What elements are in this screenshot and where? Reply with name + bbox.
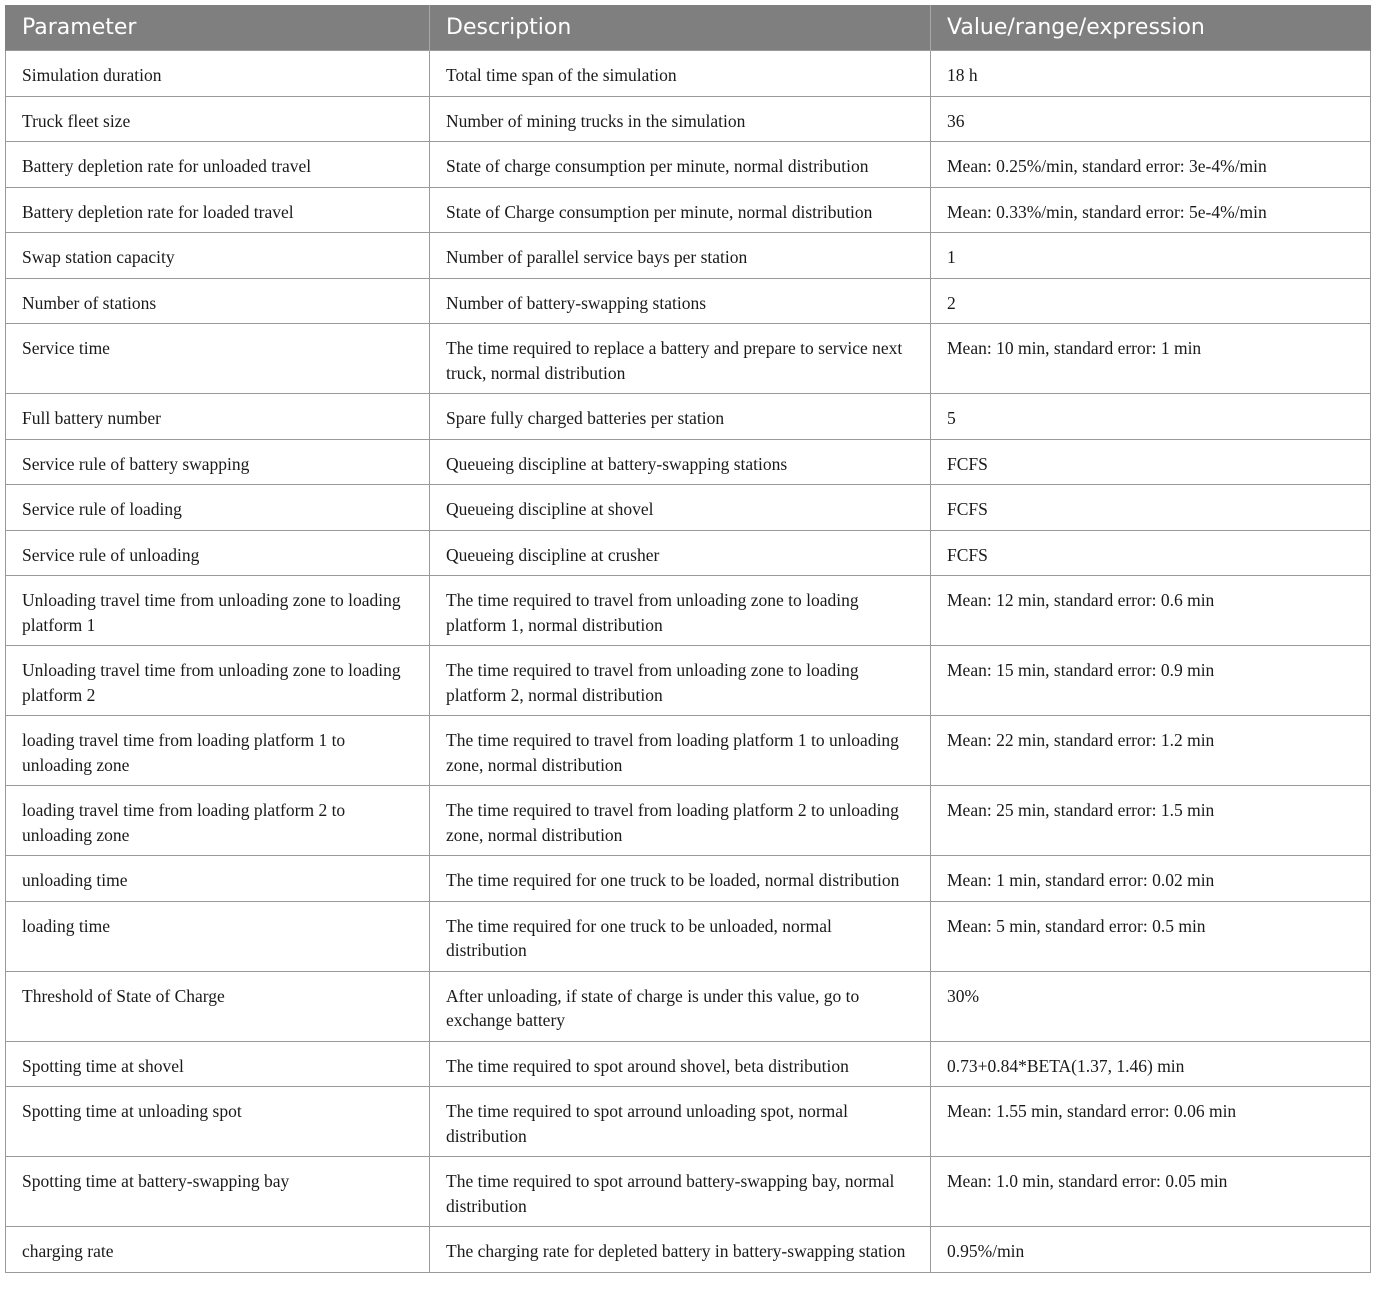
table-row [6, 1227, 1371, 1273]
parameter-table-container [5, 5, 1370, 1273]
cell-description: The time required to travel from unloading zone to loading platform 2, normal distribution [430, 646, 931, 716]
table-row [6, 485, 1371, 531]
cell-value: Mean: 25 min, standard error: 1.5 min [931, 786, 1371, 856]
cell-description: The time required to travel from loading platform 1 to unloading zone, normal distribution [430, 716, 931, 786]
cell-description: Queueing discipline at crusher [430, 530, 931, 576]
header-row [6, 5, 1371, 51]
cell-description: State of Charge consumption per minute, normal distribution [430, 187, 931, 233]
table-row [6, 96, 1371, 142]
cell-value: 0.95%/min [931, 1227, 1371, 1273]
cell-value: FCFS [931, 439, 1371, 485]
cell-parameter: unloading time [6, 856, 430, 902]
cell-description: The charging rate for depleted battery in battery-swapping station [430, 1227, 931, 1273]
cell-value: 30% [931, 971, 1371, 1041]
cell-value: 36 [931, 96, 1371, 142]
cell-description: The time required to spot around shovel, beta distribution [430, 1041, 931, 1087]
cell-value: 18 h [931, 51, 1371, 97]
cell-parameter: Unloading travel time from unloading zone to loading platform 2 [6, 646, 430, 716]
cell-description: Queueing discipline at battery-swapping stations [430, 439, 931, 485]
cell-parameter: Service rule of unloading [6, 530, 430, 576]
cell-parameter: loading time [6, 901, 430, 971]
cell-value: 0.73+0.84*BETA(1.37, 1.46) min [931, 1041, 1371, 1087]
header-value: Value/range/expression [931, 5, 1371, 51]
cell-description: The time required for one truck to be loaded, normal distribution [430, 856, 931, 902]
cell-parameter: Service rule of loading [6, 485, 430, 531]
table-row [6, 278, 1371, 324]
cell-value: Mean: 5 min, standard error: 0.5 min [931, 901, 1371, 971]
cell-value: Mean: 10 min, standard error: 1 min [931, 324, 1371, 394]
cell-value: Mean: 15 min, standard error: 0.9 min [931, 646, 1371, 716]
table-row [6, 1087, 1371, 1157]
cell-parameter: Service rule of battery swapping [6, 439, 430, 485]
table-row [6, 856, 1371, 902]
cell-description: The time required to spot arround unloading spot, normal distribution [430, 1087, 931, 1157]
cell-description: Number of mining trucks in the simulation [430, 96, 931, 142]
table-row [6, 576, 1371, 646]
cell-parameter: Threshold of State of Charge [6, 971, 430, 1041]
cell-description: The time required to travel from unloading zone to loading platform 1, normal distribution [430, 576, 931, 646]
table-body [6, 51, 1371, 1273]
cell-parameter: Service time [6, 324, 430, 394]
table-row [6, 716, 1371, 786]
parameter-table [5, 5, 1371, 1273]
cell-description: Number of parallel service bays per station [430, 233, 931, 279]
cell-description: The time required to spot arround battery-swapping bay, normal distribution [430, 1157, 931, 1227]
cell-parameter: Unloading travel time from unloading zone to loading platform 1 [6, 576, 430, 646]
table-row [6, 233, 1371, 279]
table-row [6, 786, 1371, 856]
cell-description: The time required to travel from loading platform 2 to unloading zone, normal distribution [430, 786, 931, 856]
table-row [6, 187, 1371, 233]
cell-description: State of charge consumption per minute, normal distribution [430, 142, 931, 188]
table-row [6, 971, 1371, 1041]
table-row [6, 901, 1371, 971]
cell-parameter: Swap station capacity [6, 233, 430, 279]
cell-value: 2 [931, 278, 1371, 324]
table-row [6, 1041, 1371, 1087]
table-row [6, 646, 1371, 716]
header-description: Description [430, 5, 931, 51]
cell-description: The time required to replace a battery and prepare to service next truck, normal distribution [430, 324, 931, 394]
cell-description: Spare fully charged batteries per station [430, 394, 931, 440]
cell-parameter: charging rate [6, 1227, 430, 1273]
cell-parameter: loading travel time from loading platform 1 to unloading zone [6, 716, 430, 786]
cell-parameter: Battery depletion rate for unloaded travel [6, 142, 430, 188]
cell-value: Mean: 1 min, standard error: 0.02 min [931, 856, 1371, 902]
cell-value: Mean: 22 min, standard error: 1.2 min [931, 716, 1371, 786]
header-parameter: Parameter [6, 5, 430, 51]
cell-value: Mean: 12 min, standard error: 0.6 min [931, 576, 1371, 646]
table-row [6, 324, 1371, 394]
cell-value: Mean: 1.0 min, standard error: 0.05 min [931, 1157, 1371, 1227]
table-row [6, 530, 1371, 576]
table-row [6, 439, 1371, 485]
cell-description: The time required for one truck to be unloaded, normal distribution [430, 901, 931, 971]
cell-description: Queueing discipline at shovel [430, 485, 931, 531]
cell-value: 5 [931, 394, 1371, 440]
table-row [6, 51, 1371, 97]
cell-parameter: Number of stations [6, 278, 430, 324]
table-row [6, 394, 1371, 440]
cell-value: 1 [931, 233, 1371, 279]
cell-description: Total time span of the simulation [430, 51, 931, 97]
cell-parameter: Spotting time at battery-swapping bay [6, 1157, 430, 1227]
cell-parameter: loading travel time from loading platform 2 to unloading zone [6, 786, 430, 856]
table-header [6, 5, 1371, 51]
cell-description: Number of battery-swapping stations [430, 278, 931, 324]
cell-value: Mean: 0.33%/min, standard error: 5e-4%/min [931, 187, 1371, 233]
cell-parameter: Truck fleet size [6, 96, 430, 142]
cell-value: FCFS [931, 530, 1371, 576]
cell-parameter: Spotting time at shovel [6, 1041, 430, 1087]
cell-parameter: Simulation duration [6, 51, 430, 97]
cell-parameter: Full battery number [6, 394, 430, 440]
cell-value: Mean: 0.25%/min, standard error: 3e-4%/min [931, 142, 1371, 188]
table-row [6, 1157, 1371, 1227]
cell-value: Mean: 1.55 min, standard error: 0.06 min [931, 1087, 1371, 1157]
table-row [6, 142, 1371, 188]
cell-parameter: Battery depletion rate for loaded travel [6, 187, 430, 233]
cell-value: FCFS [931, 485, 1371, 531]
cell-parameter: Spotting time at unloading spot [6, 1087, 430, 1157]
cell-description: After unloading, if state of charge is under this value, go to exchange battery [430, 971, 931, 1041]
